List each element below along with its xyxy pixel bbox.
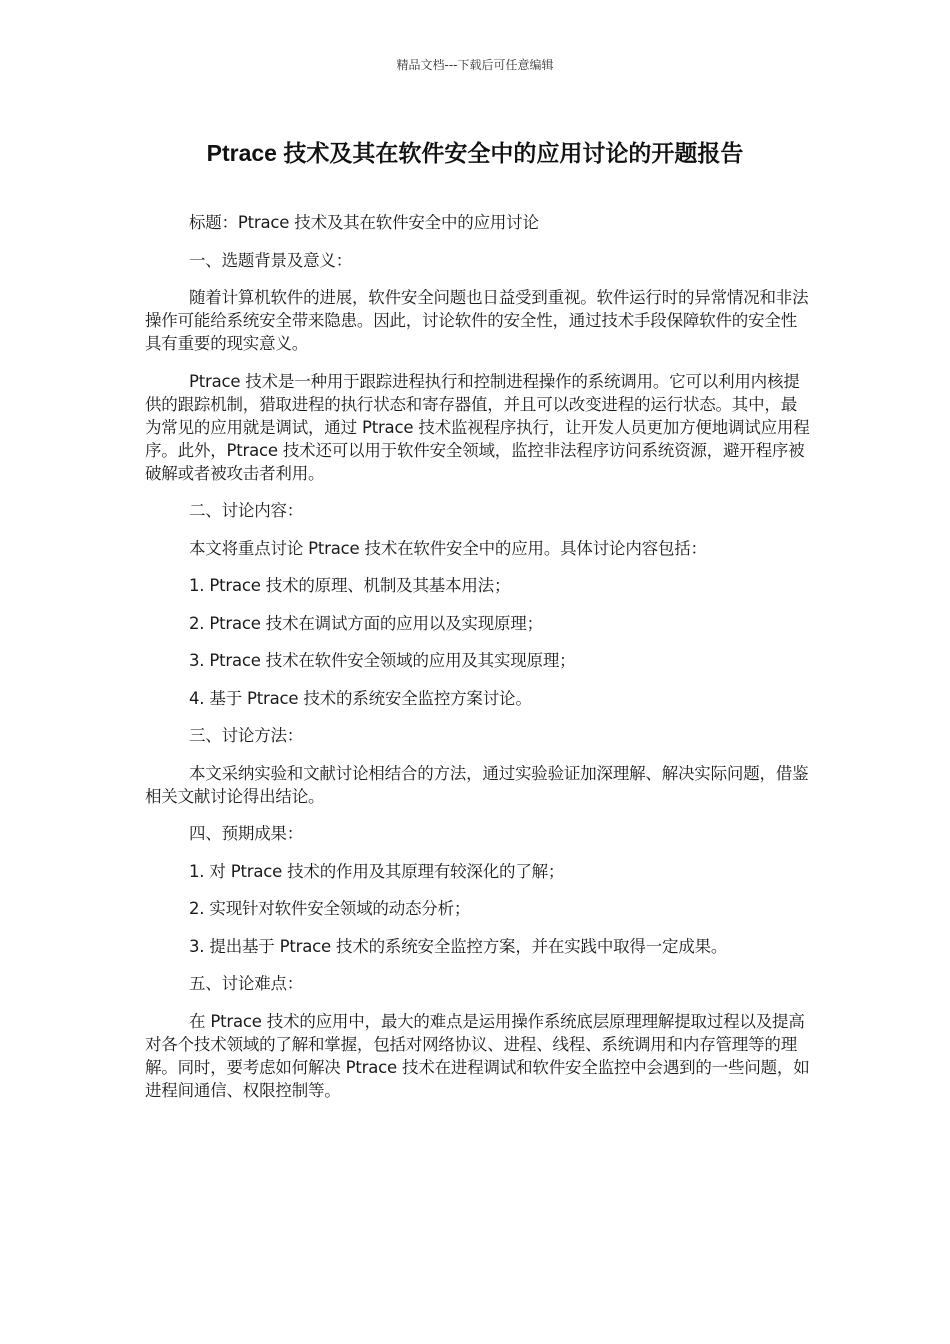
document-body xyxy=(145,211,811,1116)
subject-line: 标题：Ptrace 技术及其在软件安全中的应用讨论 xyxy=(189,213,539,232)
list-item-results-3: 3. 提出基于 Ptrace 技术的系统安全监控方案，并在实践中取得一定成果。 xyxy=(189,936,728,956)
list-item-content-4: 4. 基于 Ptrace 技术的系统安全监控方案讨论。 xyxy=(189,688,532,708)
paragraph-background: 随着计算机软件的进展，软件安全问题也日益受到重视。软件运行时的异常情况和非法操作可能给系统安全带来隐患。因此，讨论软件的安全性，通过技术手段保障软件的安全性具有重要的现实意义。 xyxy=(145,288,809,353)
section-heading-method: 三、讨论方法： xyxy=(189,726,304,745)
paragraph-difficulties: 在 Ptrace 技术的应用中，最大的难点是运用操作系统底层原理理解提取过程以及提高对各个技术领域的了解和掌握，包括对网络协议、进程、线程、系统调用和内存管理等的理解。同时，要考虑如何解决 Ptrace 技术在进程调试和软件安全监控中会遇到的一些问题，如进程间通信、权限控制等。 xyxy=(145,1011,810,1100)
list-item-results-2: 2. 实现针对软件安全领域的动态分析； xyxy=(189,899,471,918)
list-item-content-1: 1. Ptrace 技术的原理、机制及其基本用法； xyxy=(189,576,511,595)
document-title: Ptrace 技术及其在软件安全中的应用讨论的开题报告 xyxy=(206,140,744,166)
section-heading-difficulties: 五、讨论难点： xyxy=(189,974,304,993)
list-item-results-1: 1. 对 Ptrace 技术的作用及其原理有较深化的了解； xyxy=(189,861,565,881)
list-item-content-3: 3. Ptrace 技术在软件安全领域的应用及其实现原理； xyxy=(189,651,576,670)
paragraph-ptrace-intro: Ptrace 技术是一种用于跟踪进程执行和控制进程操作的系统调用。它可以利用内核提供的跟踪机制，猎取进程的执行状态和寄存器值，并且可以改变进程的运行状态。其中，最为常见的应用就是调试，通过 Ptrace 技术监视程序执行，让开发人员更加方便地调试应用程序。此外，Ptrace 技术还可以用于软件安全领域，监控非法程序访问系统资源，避开程序被破解或者被攻击者利用。 xyxy=(145,371,810,483)
paragraph-content-intro: 本文将重点讨论 Ptrace 技术在软件安全中的应用。具体讨论内容包括： xyxy=(189,538,707,558)
section-heading-content: 二、讨论内容： xyxy=(189,501,304,520)
section-heading-background: 一、选题背景及意义： xyxy=(189,250,353,270)
list-item-content-2: 2. Ptrace 技术在调试方面的应用以及实现原理； xyxy=(189,613,543,633)
paragraph-method: 本文采纳实验和文献讨论相结合的方法，通过实验验证加深理解、解决实际问题，借鉴相关文献讨论得出结论。 xyxy=(145,763,809,806)
header-note: 精品文档---下载后可任意编辑 xyxy=(396,58,554,72)
section-heading-results: 四、预期成果： xyxy=(189,824,304,843)
